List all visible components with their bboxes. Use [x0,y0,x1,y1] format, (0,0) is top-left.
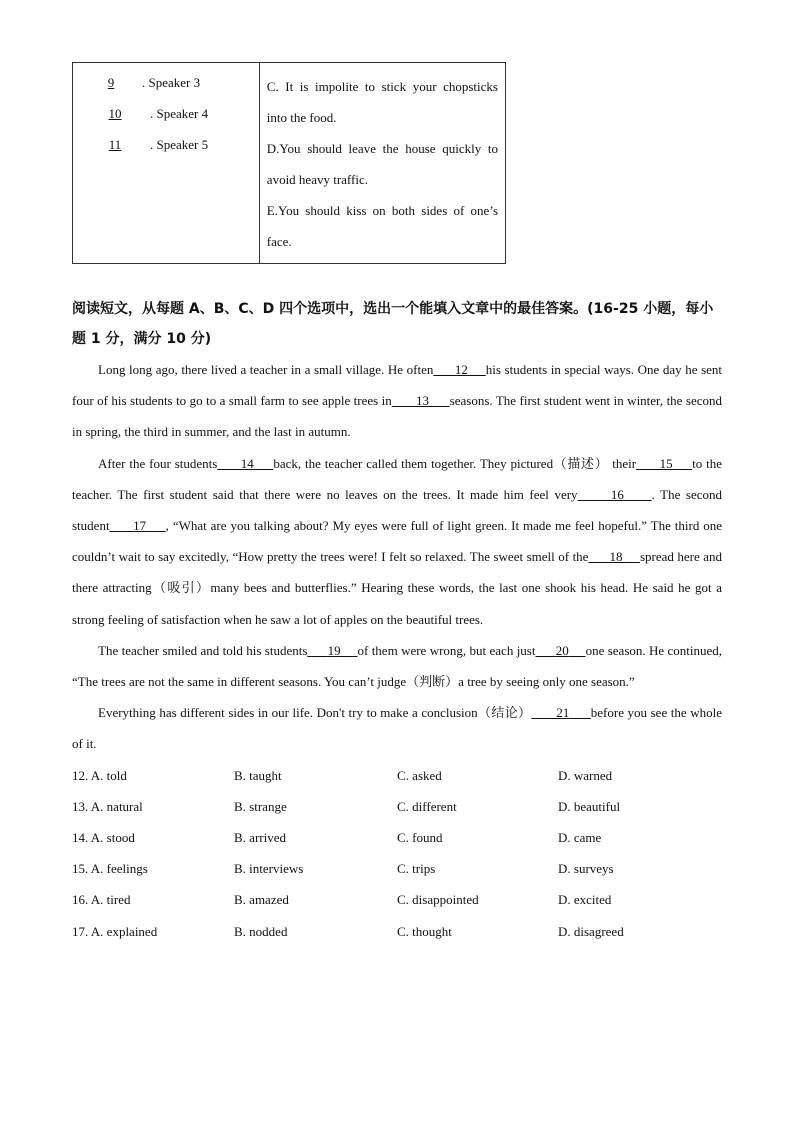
passage-text: before you see the whole of it. [72,705,723,752]
blank-17[interactable]: 17 [133,518,147,534]
choice-row [72,822,722,853]
passage-text: to the teacher. The first student said that there were no leaves on the trees. It made him feel very [72,455,723,502]
speaker-row [80,133,252,164]
choice-b[interactable]: B. strange [234,798,287,814]
choice-b[interactable]: B. interviews [234,861,304,877]
passage-paragraph-4 [72,697,722,759]
choice-c[interactable]: C. trips [397,861,436,877]
answer-choices [72,760,722,947]
passage-paragraph-2 [72,448,722,635]
choice-row [72,884,722,915]
choice-d[interactable]: D. warned [558,767,613,783]
choice-row [72,916,722,947]
answer-blank[interactable]: 11 [108,137,122,152]
passage-text: After the four students [98,455,218,471]
choice-a[interactable]: 17. A. explained [72,923,158,939]
passage-text: spread here and there attracting（吸引）many bees and butterflies.” Hearing these words, the last one shook his head. He said he got a strong feeling of satisfaction when he saw a lot of apples on the beautiful trees. [72,549,722,627]
option-e: E.You should kiss on both sides of one’s face. [266,203,498,249]
choice-a[interactable]: 13. A. natural [72,798,143,814]
choice-a[interactable]: 15. A. feelings [72,861,148,877]
blank-19[interactable]: 19 [327,642,341,658]
choice-d[interactable]: D. beautiful [558,798,621,814]
choice-d[interactable]: D. surveys [558,861,614,877]
passage-text: . The second student [72,486,723,534]
worksheet-page [72,62,722,947]
passage-text: seasons. The first student went in winter, the second in spring, the third in summer, and the last in autumn. [72,393,723,440]
answer-blank[interactable]: 10 [108,106,122,121]
choice-b[interactable]: B. taught [234,767,282,783]
passage-paragraph-3 [72,635,722,697]
passage-text: Everything has different sides in our life. Don't try to make a conclusion（结论） [98,705,532,721]
passage-text: one season. He continued, “The trees are not the same in different seasons. You can’t judge（判断）a tree by seeing only one season.” [72,642,723,690]
choice-a[interactable]: 16. A. tired [72,892,131,908]
speaker-label: . Speaker 4 [150,106,209,121]
speaker-label: . Speaker 3 [142,75,201,90]
choice-b[interactable]: B. amazed [234,892,289,908]
passage-text: Long long ago, there lived a teacher in a small village. He often [98,362,434,377]
passage-text: , “What are you talking about? My eyes were full of light green. It made me feel hopeful.” The third one couldn’t wait to say excitedly, “How pretty the trees were! I felt so relaxed. The sweet smell of the [72,518,723,565]
option-c: C. It is impolite to stick your chopsticks into the food. [266,79,498,125]
blank-21[interactable]: 21 [556,705,570,721]
choice-c[interactable]: C. different [397,798,457,814]
option-d: D.You should leave the house quickly to avoid heavy traffic. [266,141,498,187]
section-instructions: 阅读短文，从每题 A、B、C、D 四个选项中，选出一个能填入文章中的最佳答案。(16-25 小题，每小题 1 分，满分 10 分) [72,301,714,347]
passage-text: of them were wrong, but each just [357,642,536,658]
options-column [259,63,505,264]
speaker-row [80,71,252,102]
choice-c[interactable]: C. disappointed [397,892,479,908]
blank-18[interactable]: 18 [609,549,623,565]
choice-a[interactable]: 14. A. stood [72,830,135,846]
passage-paragraph-1 [72,354,722,448]
blank-13[interactable]: 13 [415,393,429,409]
blank-20[interactable]: 20 [555,642,569,658]
choice-b[interactable]: B. nodded [234,923,288,939]
choice-row [72,760,722,791]
choice-c[interactable]: C. thought [397,923,452,939]
choice-c[interactable]: C. found [397,830,443,846]
passage-text: back, the teacher called them together. They pictured（描述） their [273,455,637,471]
choice-a[interactable]: 12. A. told [72,767,127,783]
choice-d[interactable]: D. excited [558,892,612,908]
answer-blank[interactable]: 9 [107,75,115,90]
passage-text: his students in special ways. One day he sent four of his students to go to a small farm to see apple trees in [72,362,723,409]
choice-row [72,853,722,884]
speaker-row [80,102,252,133]
blank-14[interactable]: 14 [240,455,254,471]
choice-row [72,791,722,822]
choice-b[interactable]: B. arrived [234,830,286,846]
blank-12[interactable]: 12 [454,362,468,377]
choice-c[interactable]: C. asked [397,767,442,783]
blank-16[interactable]: 16 [610,486,624,502]
blank-15[interactable]: 15 [659,455,673,471]
choice-d[interactable]: D. came [558,830,602,846]
reading-passage [72,354,722,760]
speaker-column [73,63,260,264]
passage-text: The teacher smiled and told his students [98,642,308,658]
matching-table [72,62,506,264]
speaker-label: . Speaker 5 [150,137,209,152]
choice-d[interactable]: D. disagreed [558,923,624,939]
